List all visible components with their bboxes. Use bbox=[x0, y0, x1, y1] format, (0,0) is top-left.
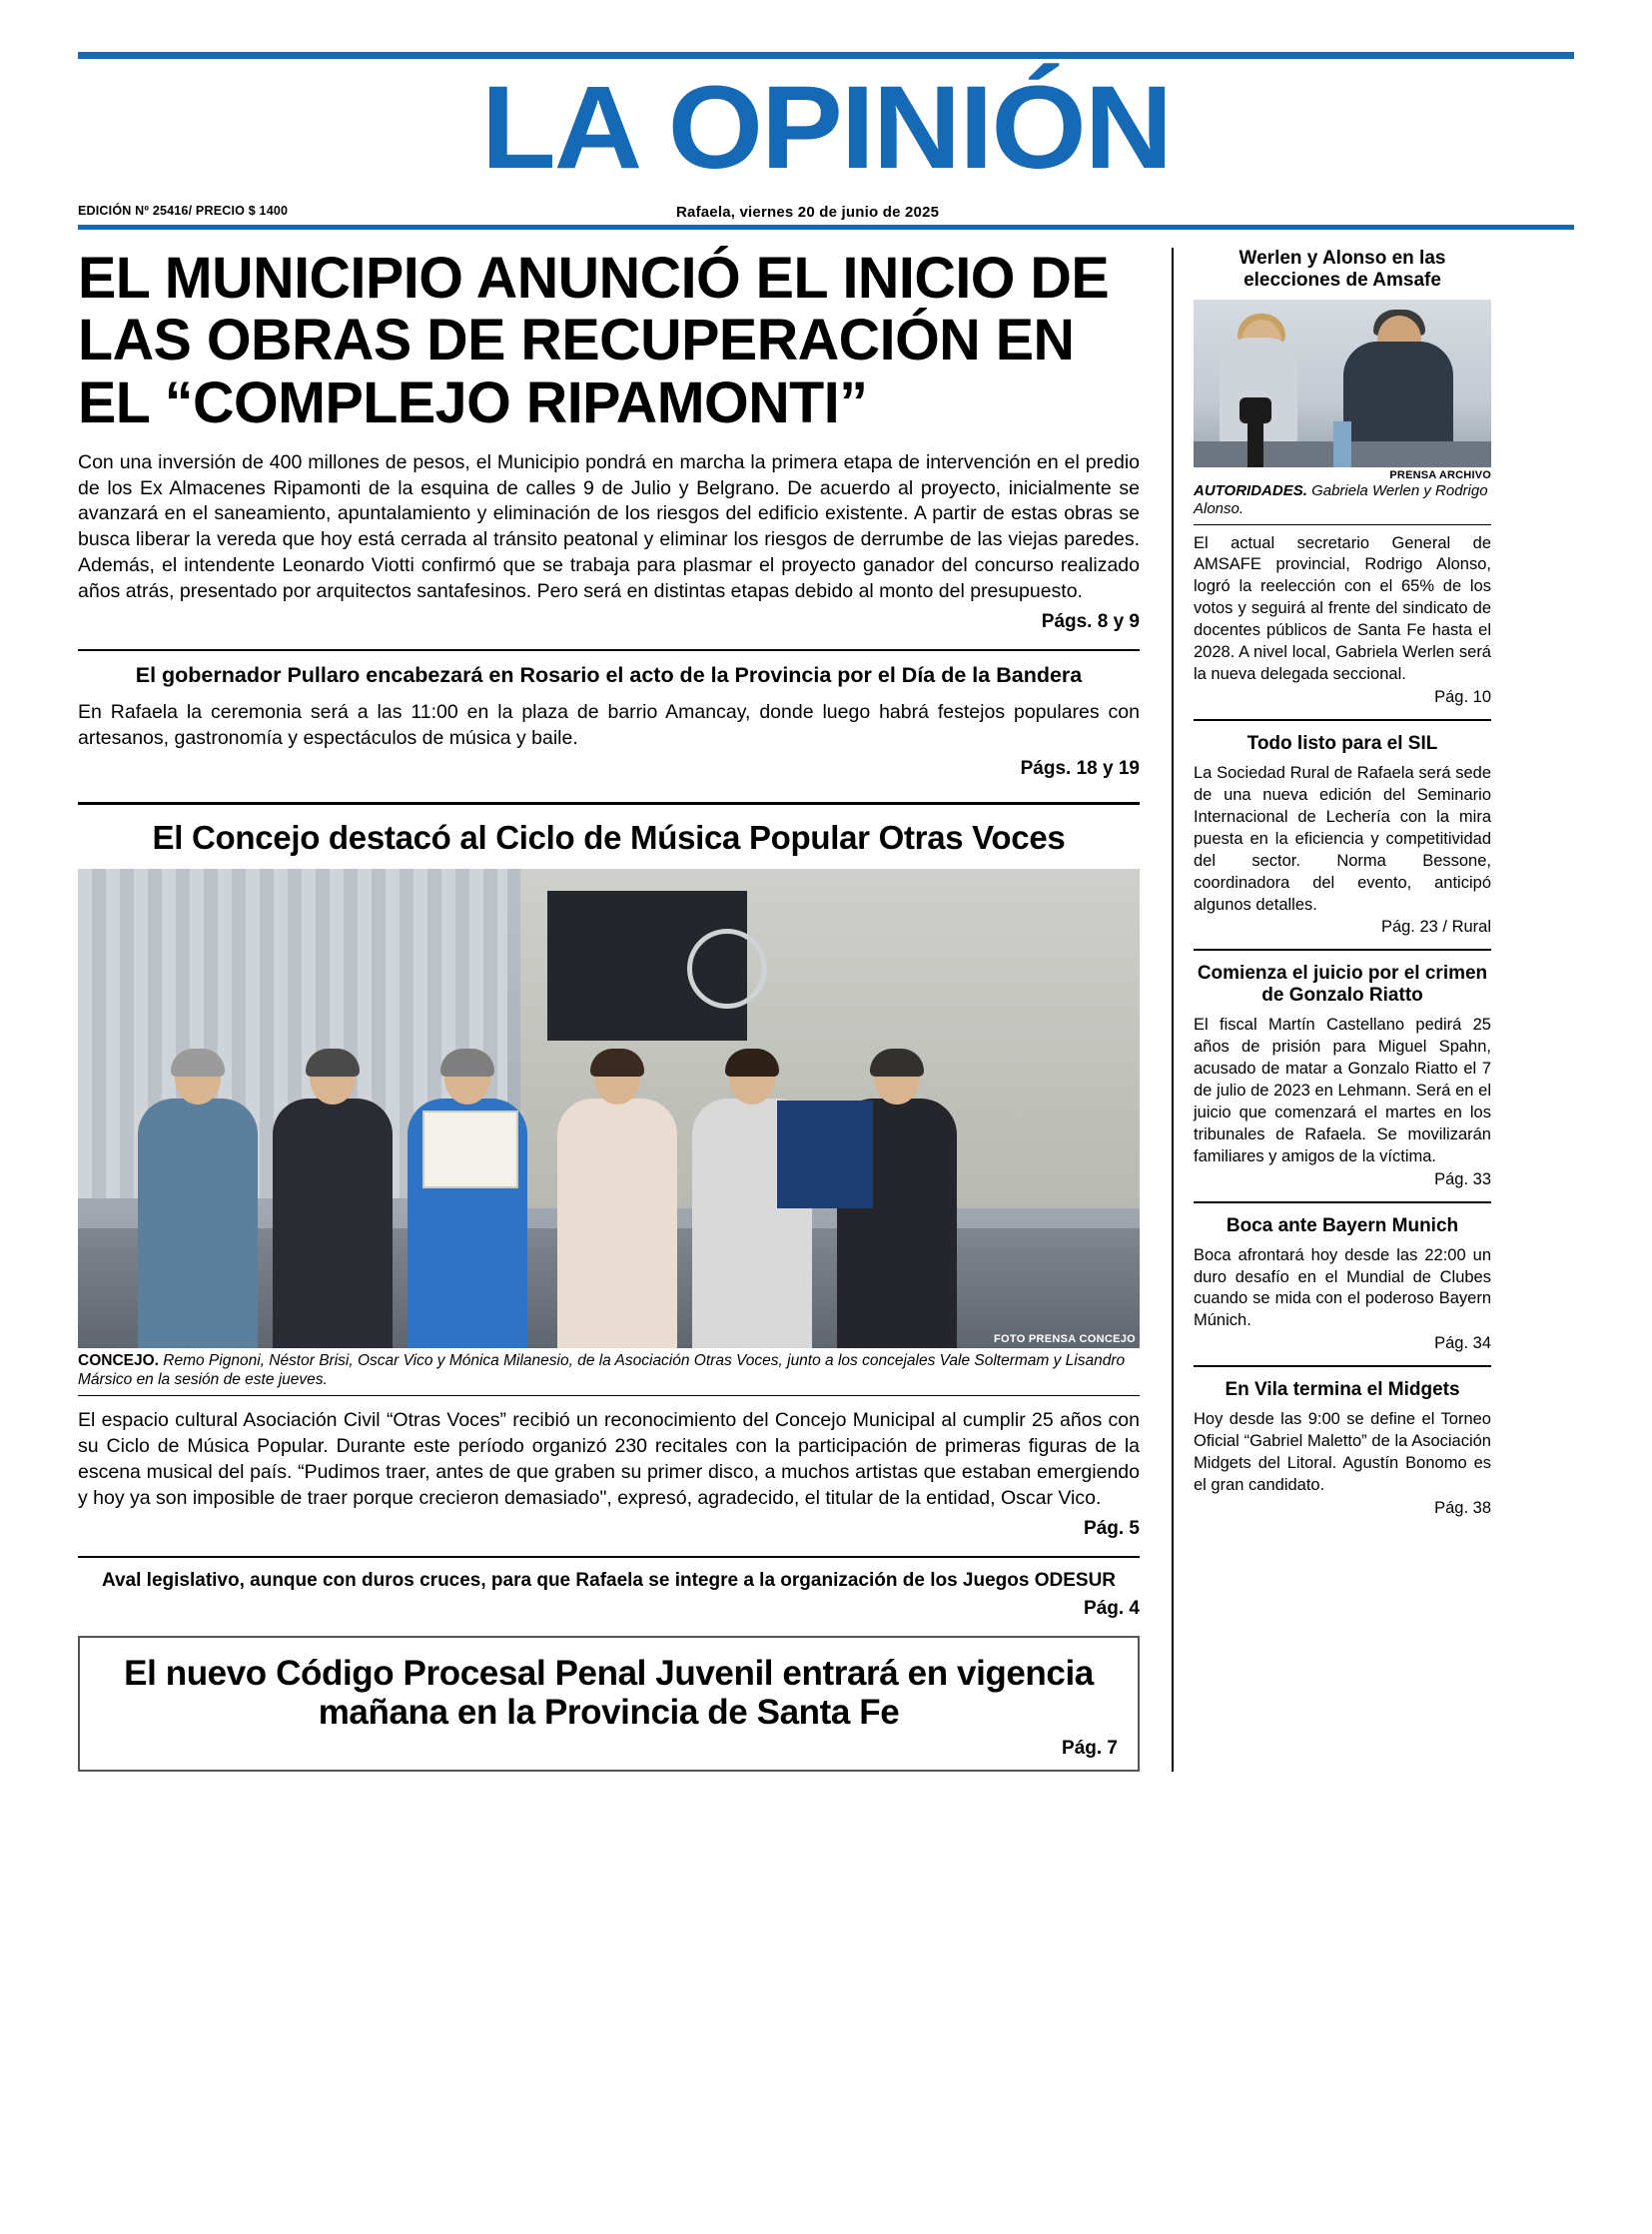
photo-bottle bbox=[1333, 421, 1351, 467]
photo-person bbox=[273, 1051, 393, 1348]
sub-story-page-reference[interactable]: Págs. 18 y 19 bbox=[1020, 757, 1140, 779]
sidebar-item-amsafe bbox=[1194, 248, 1491, 707]
masthead-bottom-rule bbox=[78, 225, 1574, 230]
page-content bbox=[78, 248, 1574, 1772]
sidebar-item-body: Boca afrontará hoy desde las 22:00 un duro desafío en el Mundial de Clubes cuando se mida con el poderoso Bayern Múnich. bbox=[1194, 1245, 1491, 1330]
sidebar-item-juicio bbox=[1194, 963, 1491, 1188]
sidebar-item-body: La Sociedad Rural de Rafaela será sede de una nueva edición del Seminario Internacional de Lechería con la mira puesta en la eficiencia y competitividad del sector. Norma Bessone, coordinadora del evento, anticipó algunos detalles. bbox=[1194, 763, 1491, 914]
sidebar-item-title: Werlen y Alonso en las elecciones de Amsafe bbox=[1239, 248, 1446, 292]
sidebar-page-reference[interactable]: Pág. 34 bbox=[1434, 1334, 1491, 1353]
caption-text: Remo Pignoni, Néstor Brisi, Oscar Vico y Mónica Milanesio, de la Asociación Otras Voces, junto a los concejales Vale Soltermam y Lisandro Mársico en la sesión de este jueves. bbox=[78, 1351, 1126, 1388]
boxed-page-reference[interactable]: Pág. 7 bbox=[1062, 1738, 1118, 1760]
sidebar-item-midgets bbox=[1194, 1379, 1491, 1518]
sidebar-page-reference[interactable]: Pág. 23 / Rural bbox=[1380, 918, 1491, 937]
newspaper-front-page bbox=[0, 52, 1652, 2234]
lead-body: Con una inversión de 400 millones de pesos, el Municipio pondrá en marcha la primera etapa de intervención en el predio de los Ex Almacenes Ripamonti de la esquina de calles 9 de Julio y Belgrano. De acuerdo al proyecto, inicialmente se avanzará en el saneamiento, apuntalamiento y eliminación de los riesgos del edificio existente. A partir de estas obras se busca liberar la vereda que hoy está cerrada al tránsito peatonal y eliminar los riesgos de derrumbe de las viejas paredes. Además, el intendente Leonardo Viotti confirmó que se trabaja para plasmar el proyecto ganador del concurso realizado años atrás, presentado por arquitectos santafesinos. Pero será en distintas etapas debido al monto del presupuesto. bbox=[78, 450, 1140, 603]
edition-info: EDICIÓN Nº 25416/ PRECIO $ 1400 bbox=[78, 204, 289, 219]
sidebar-caption bbox=[1194, 482, 1491, 524]
sidebar-item-boca bbox=[1194, 1215, 1491, 1354]
sub-story-headline: El gobernador Pullaro encabezará en Rosario el acto de la Provincia por el Día de la Bandera bbox=[135, 663, 1083, 688]
sidebar-divider bbox=[1194, 1201, 1491, 1203]
sidebar-item-body: El fiscal Martín Castellano pedirá 25 años de prisión para Miguel Spahn, acusado de matar a Gonzalo Riatto el 7 de julio de 2023 en Lehmann. Será en el juicio que comenzará el martes en los tribunales de Rafaela. Se movilizarán familiares y amigos de la víctima. bbox=[1194, 1016, 1491, 1165]
photo-logo-ring bbox=[687, 929, 767, 1009]
odesur-headline: Aval legislativo, aunque con duros cruces, para que Rafaela se integre a la organización de los Juegos ODESUR bbox=[101, 1569, 1117, 1591]
sidebar-page-reference[interactable]: Pág. 10 bbox=[1434, 688, 1491, 707]
photo-credit: FOTO PRENSA CONCEJO bbox=[994, 1332, 1136, 1345]
sidebar-divider bbox=[1194, 1365, 1491, 1367]
caption-lead: AUTORIDADES. bbox=[1194, 482, 1307, 500]
sidebar-item-title: En Vila termina el Midgets bbox=[1225, 1379, 1460, 1401]
sidebar-photo-credit: PRENSA ARCHIVO bbox=[1389, 469, 1491, 482]
photo-person bbox=[557, 1051, 677, 1348]
sidebar-page-reference[interactable]: Pág. 33 bbox=[1434, 1169, 1491, 1188]
concejo-photo bbox=[78, 869, 1140, 1348]
microphone-head-icon bbox=[1239, 397, 1271, 423]
sidebar-divider bbox=[1194, 949, 1491, 951]
sidebar-page-reference[interactable]: Pág. 38 bbox=[1434, 1498, 1491, 1517]
publication-date: Rafaela, viernes 20 de junio de 2025 bbox=[675, 204, 940, 222]
boxed-story bbox=[78, 1636, 1140, 1772]
sub-story-body: En Rafaela la ceremonia será a las 11:00 en la plaza de barrio Amancay, donde luego habrá festejos populares con artesanos, gastronomía y espectáculos de música y baile. bbox=[78, 701, 1140, 750]
concejo-headline: El Concejo destacó al Ciclo de Música Popular Otras Voces bbox=[152, 818, 1066, 856]
masthead bbox=[78, 59, 1574, 222]
photo-person bbox=[408, 1051, 527, 1348]
sidebar-divider bbox=[1194, 719, 1491, 721]
sidebar-item-sil bbox=[1194, 733, 1491, 937]
photo-folder bbox=[777, 1101, 873, 1208]
concejo-caption bbox=[78, 1352, 1140, 1396]
sidebar-item-body: El actual secretario General de AMSAFE provincial, Rodrigo Alonso, logró la reelección con el 65% de los votos y seguirá al frente del sindicato de docentes públicos de Santa Fe hasta el 2028. A nivel local, Gabriela Werlen será la nueva delegada seccional. bbox=[1194, 533, 1491, 684]
sidebar-item-body: Hoy desde las 9:00 se define el Torneo Oficial “Gabriel Maletto” de la Asociación Midgets del Litoral. Agustín Bonomo es el gran candidato. bbox=[1194, 1410, 1491, 1494]
divider bbox=[78, 1556, 1140, 1558]
boxed-headline: El nuevo Código Procesal Penal Juvenil entrará en vigencia mañana en la Provincia de Santa Fe bbox=[124, 1653, 1094, 1733]
caption-text: Gabriela Werlen y Rodrigo Alonso. bbox=[1194, 482, 1488, 517]
concejo-page-reference[interactable]: Pág. 5 bbox=[1084, 1517, 1140, 1539]
sidebar-item-title: Todo listo para el SIL bbox=[1246, 733, 1438, 755]
divider-thick bbox=[78, 802, 1140, 805]
main-column bbox=[78, 248, 1162, 1772]
sidebar bbox=[1172, 248, 1491, 1772]
sidebar-item-title: Boca ante Bayern Munich bbox=[1226, 1214, 1459, 1236]
amsafe-photo bbox=[1194, 300, 1491, 467]
masthead-top-rule bbox=[78, 52, 1574, 59]
caption-lead: CONCEJO. bbox=[78, 1351, 159, 1369]
newspaper-title: LA OPINIÓN bbox=[480, 62, 1172, 194]
photo-certificate bbox=[422, 1111, 518, 1188]
masthead-meta bbox=[78, 192, 1574, 222]
photo-person bbox=[138, 1051, 258, 1348]
concejo-body: El espacio cultural Asociación Civil “Otras Voces” recibió un reconocimiento del Concejo Municipal al cumplir 25 años con su Ciclo de Música Popular. Durante este período organizó 230 recitales con la participación de primeras figuras de la escena musical del país. “Pudimos traer, antes de que graben su primer disco, a muchos artistas que estaban emergiendo y hoy ya son imposible de traer porque crecieron demasiado", expresó, agradecido, el titular de la entidad, Oscar Vico. bbox=[78, 1409, 1140, 1509]
divider bbox=[78, 649, 1140, 651]
lead-page-reference[interactable]: Págs. 8 y 9 bbox=[1041, 611, 1140, 633]
odesur-page-reference[interactable]: Pág. 4 bbox=[1084, 1597, 1140, 1619]
sidebar-item-title: Comienza el juicio por el crimen de Gonzalo Riatto bbox=[1197, 963, 1488, 1007]
lead-headline: EL MUNICIPIO ANUNCIÓ EL INICIO DE LAS OBRAS DE RECUPERACIÓN EN EL “COMPLEJO RIPAMONTI” bbox=[78, 246, 1110, 435]
